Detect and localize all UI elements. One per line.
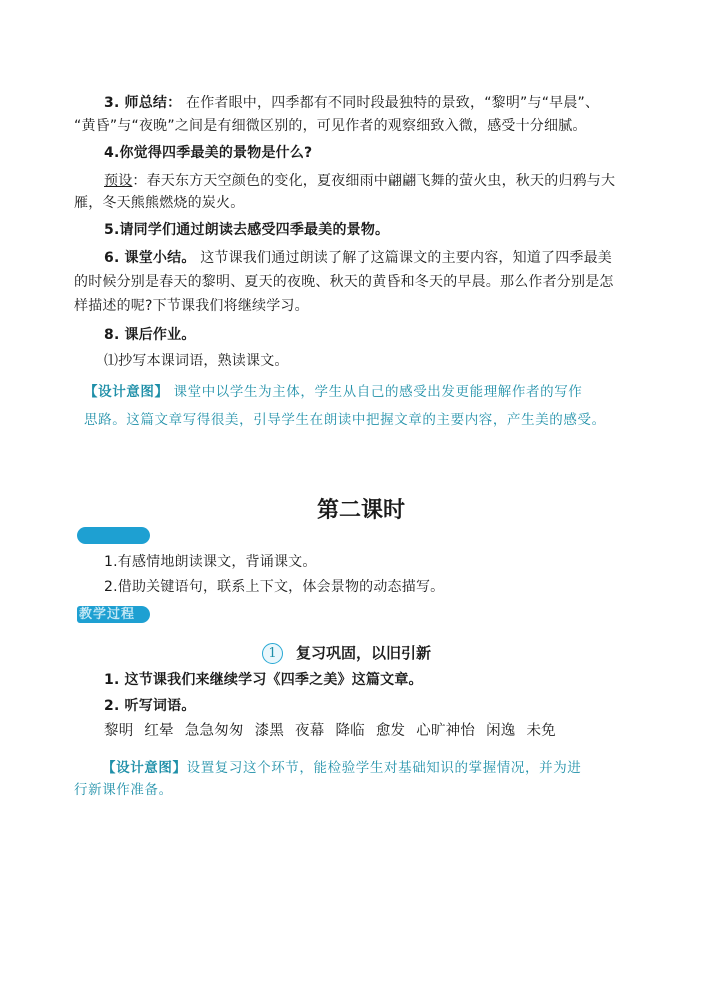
goal-2: 2.借助关键语句，联系上下文，体会景物的动态描写。 [104, 579, 445, 595]
design-intent-2-line-1 [102, 758, 581, 778]
question-5: 5.请同学们通过朗读去感受四季最美的景物。 [104, 222, 390, 238]
summary-paragraph-line-1 [104, 93, 599, 113]
design-intent-1-line-2: 思路。这篇文章写得很美，引导学生在朗读中把握文章的主要内容，产生美的感受。 [84, 412, 606, 428]
preset-line-1 [104, 171, 615, 191]
dictation-word: 夜幕 [295, 723, 325, 739]
goal-1: 1.有感情地朗读课文，背诵课文。 [104, 554, 317, 570]
step-2: 2. 听写词语。 [104, 698, 196, 714]
class-summary-line-2: 的时候分别是春天的黎明、夏天的夜晚、秋天的黄昏和冬天的早晨。那么作者分别是怎 [74, 274, 614, 290]
class-summary-line-1 [104, 248, 612, 268]
design-intent-text: 设置复习这个环节，能检验学生对基础知识的掌握情况，并为进 [186, 760, 582, 776]
dictation-word: 愈发 [375, 723, 406, 739]
class-summary-label: 6. 课堂小结。 [104, 250, 196, 266]
preset-line-2: 雁，冬天熊熊燃烧的炭火。 [74, 195, 245, 211]
process-tag-label: 教学过程 [79, 607, 136, 622]
dictation-word-list [104, 721, 567, 741]
class-summary-text: 这节课我们通过朗读了解了这篇课文的主要内容，知道了四季最美 [195, 250, 612, 266]
lesson-title: 第二课时 [316, 498, 405, 523]
step-1: 1. 这节课我们来继续学习《四季之美》这篇文章。 [104, 672, 423, 688]
preset-text: ：春天东方天空颜色的变化，夏夜细雨中翩翩飞舞的萤火虫，秋天的归鸦与大 [132, 173, 616, 189]
design-intent-label: 【设计意图】 [84, 384, 169, 400]
section-heading: 复习巩固，以旧引新 [296, 644, 432, 662]
dictation-word: 未免 [526, 723, 556, 739]
process-tag-badge [77, 606, 150, 623]
design-intent-label: 【设计意图】 [102, 760, 187, 776]
dictation-word: 闲逸 [486, 723, 516, 739]
design-intent-2-line-2: 行新课作准备。 [74, 782, 173, 798]
dictation-word: 黎明 [104, 723, 134, 739]
teacher-summary-text: 在作者眼中，四季都有不同时段最独特的景致，“黎明”与“早晨”、 [181, 95, 600, 111]
preset-label: 预设 [104, 173, 133, 189]
dictation-word: 红晕 [144, 723, 174, 739]
homework-heading: 8. 课后作业。 [104, 327, 196, 343]
design-intent-1-line-1 [84, 382, 582, 402]
design-intent-text: 课堂中以学生为主体，学生从自己的感受出发更能理解作者的写作 [168, 384, 583, 400]
dictation-word: 心旷神怡 [416, 723, 476, 739]
section-number-badge: 1 [262, 643, 283, 664]
dictation-word: 降临 [335, 723, 365, 739]
dictation-word: 漆黑 [254, 723, 285, 739]
question-4: 4.你觉得四季最美的景物是什么? [104, 145, 313, 161]
teacher-summary-label: 3. 师总结： [104, 95, 182, 111]
summary-paragraph-line-2: “黄昏”与“夜晚”之间是有细微区别的，可见作者的观察细致入微，感受十分细腻。 [74, 118, 587, 134]
dictation-word: 急急匆匆 [184, 723, 244, 739]
goals-tag-badge [77, 527, 150, 544]
class-summary-line-3: 样描述的呢?下节课我们将继续学习。 [74, 298, 309, 314]
homework-item: ⑴抄写本课词语，熟读课文。 [104, 353, 289, 369]
